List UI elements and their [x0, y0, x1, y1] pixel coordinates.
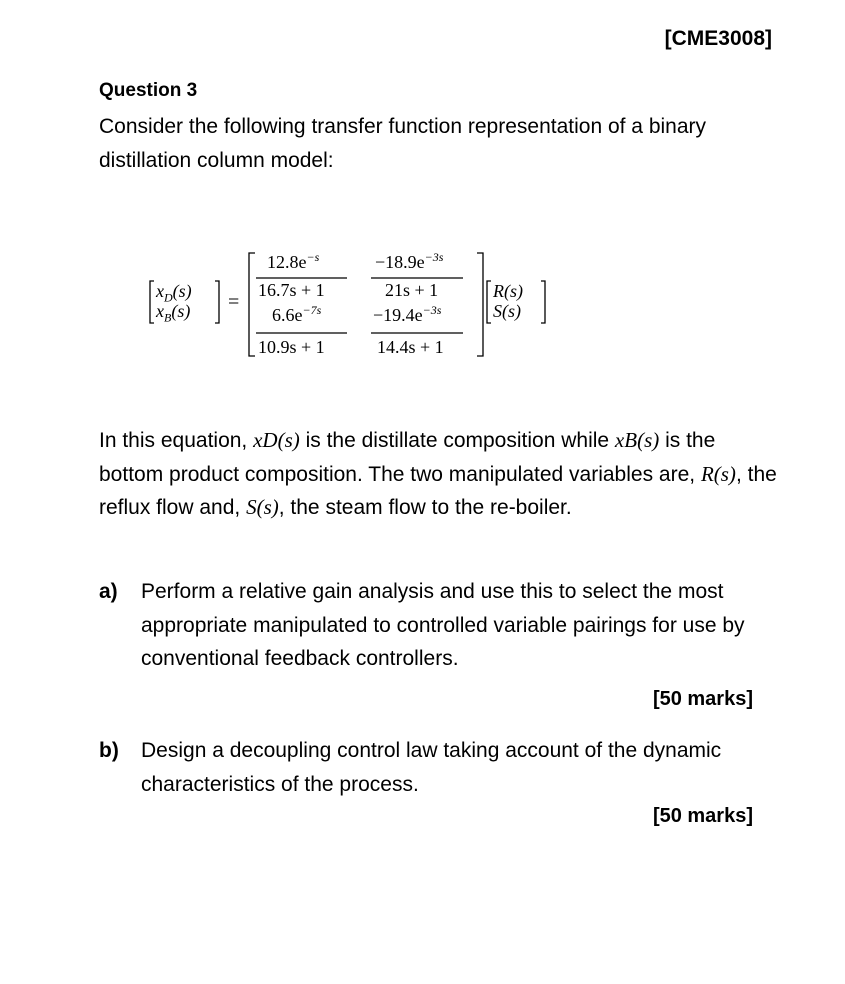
part-a-label: a)	[99, 580, 118, 603]
g12-numerator: $-18.9e^{-3s}$	[375, 250, 444, 272]
g21-denominator: 10.9s + 1	[258, 337, 325, 357]
question-title: Question 3	[99, 80, 198, 101]
part-b-marks: [50 marks]	[652, 805, 753, 827]
rhs-steam: S(s)	[493, 301, 521, 321]
g22-denominator: 14.4s + 1	[377, 337, 444, 357]
lhs-xb: $x_B(s)$	[156, 301, 191, 325]
g22-numerator: $-19.4e^{-3s}$	[373, 303, 442, 325]
equation-explanation: In this equation, xD(s) is the distillate composition while xB(s) is the bottom product composition. The two manipulated variables are, R(s), the reflux flow and, S(s), the steam flow to the re-boiler.	[99, 428, 777, 519]
rhs-reflux: R(s)	[493, 281, 523, 301]
part-a	[99, 575, 759, 685]
xb-symbol: xB(s)	[614, 428, 660, 452]
part-a-text: Perform a relative gain analysis and use this to select the most appropriate manipulated to controlled variable pairings for use by conventional feedback controllers.	[141, 580, 745, 670]
part-b-label: b)	[99, 739, 119, 762]
g21-numerator: $6.6e^{-7s}$	[272, 303, 322, 325]
part-b	[99, 734, 759, 814]
g11-denominator: 16.7s + 1	[258, 280, 325, 300]
lhs-xd: $x_D(s)$	[156, 281, 192, 305]
question-intro: Consider the following transfer function representation of a binary distillation column model:	[99, 115, 707, 172]
part-b-text: Design a decoupling control law taking account of the dynamic characteristics of the process.	[141, 739, 722, 796]
r-symbol: R(s)	[700, 461, 736, 486]
transfer-function-equation	[145, 243, 565, 368]
equals-sign: =	[228, 291, 240, 313]
s-symbol: S(s)	[246, 495, 279, 519]
course-code: [CME3008]	[664, 27, 772, 50]
g12-denominator: 21s + 1	[385, 280, 439, 300]
g11-numerator: $12.8e^{-s}$	[267, 250, 320, 272]
xd-symbol: xD(s)	[253, 428, 300, 452]
part-a-marks: [50 marks]	[652, 688, 753, 710]
